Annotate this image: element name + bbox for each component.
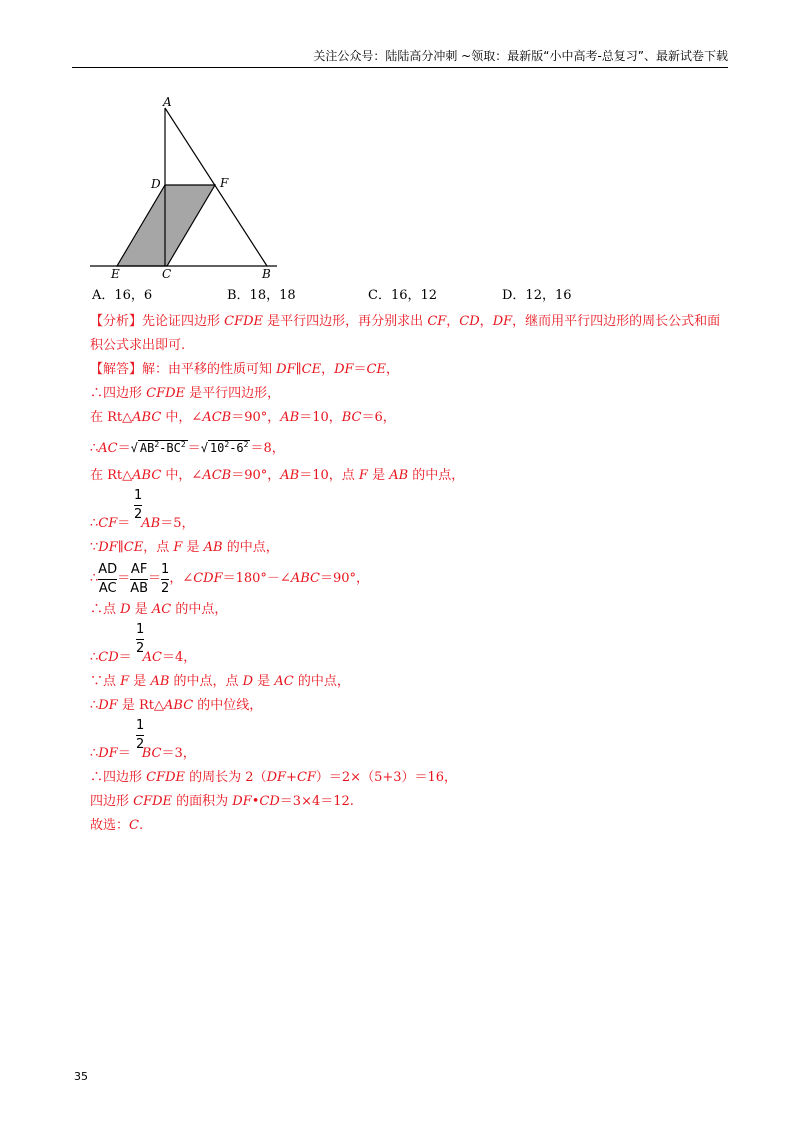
solution-line-9: ∴点 D 是 AC 的中点， (90, 602, 228, 617)
label-a: A (163, 95, 172, 109)
fraction-ad-ac: $\frac{AD}{AC}$ (98, 561, 118, 596)
solution-line-12: ∴DF 是 Rt△ABC 的中位线， (90, 698, 263, 713)
solution-line-3: 在 Rt△ABC 中，∠ACB＝90°，AB＝10，BC＝6， (90, 410, 396, 425)
option-a: A．16，6 (92, 288, 153, 303)
fraction-af-ab: $\frac{AF}{AB}$ (130, 561, 149, 596)
answer-options (92, 286, 652, 306)
parallelogram-cfde (117, 185, 215, 266)
solution-line-10 (90, 622, 730, 670)
solution-line-2: ∴四边形 CFDE 是平行四边形， (90, 386, 281, 401)
solution-line-4: ∴AC＝√ $AB^2-BC^2$ ＝√ $10^2-6^2 =8$， (90, 440, 285, 456)
geometry-figure (85, 90, 285, 280)
label-f: F (220, 176, 229, 190)
solution-line-11: ∵点 F 是 AB 的中点，点 D 是 AC 的中点， (90, 674, 350, 689)
fraction-one-half: $\frac{1}{2}$ (161, 561, 170, 596)
sqrt-expression-2: √ $10^2-6^2$ (200, 440, 249, 455)
label-c: C (162, 267, 172, 280)
solution-line-13 (90, 718, 730, 766)
solution-line-14: ∴四边形 CFDE 的周长为 2（DF+CF）＝2×（5+3）＝16， (90, 770, 458, 785)
fraction-half: 1 2 (134, 488, 143, 522)
solution-line-7: ∵DF∥CE，点 F 是 AB 的中点， (90, 540, 279, 555)
line-10-text: ∴CD＝ AC＝4， (90, 650, 197, 665)
solution-line-5: 在 Rt△ABC 中，∠ACB＝90°，AB＝10，点 F 是 AB 的中点， (90, 468, 465, 483)
page-number: 35 (74, 1070, 88, 1083)
sqrt-expression-1: √ $AB^2-BC^2$ (130, 440, 186, 455)
label-d: D (151, 177, 161, 191)
solution-line-1: 【解答】解：由平移的性质可知 DF∥CE，DF＝CE， (90, 362, 399, 377)
option-d: D．12，16 (502, 288, 572, 303)
page-header: 关注公众号：陆陆高分冲刺 ~领取：最新版“小中高考-总复习”、最新试卷下载 (313, 49, 728, 63)
line-6-text: ∴CF＝ AB＝5， (90, 516, 195, 531)
solution-line-15: 四边形 CFDE 的面积为 DF•CD＝3×4＝12. (90, 794, 354, 809)
solution-line-8: ∴ $\frac{AD}{AC}$ ＝ $\frac{AF}{AB}$ ＝ $\frac{1}{2}$ ，∠CDF＝180°－∠ABC＝90°， (90, 561, 370, 596)
label-e: E (111, 267, 120, 280)
option-b: B．18，18 (227, 288, 296, 303)
solution-line-16: 故选：C. (90, 818, 144, 833)
solution-body (90, 310, 730, 838)
analysis-paragraph: 【分析】先论证四边形 CFDE 是平行四边形，再分别求出 CF，CD，DF，继而用平行四边形的周长公式和面积公式求出即可. (90, 314, 721, 353)
label-b: B (262, 267, 271, 280)
header-rule (72, 67, 728, 68)
solution-line-6 (90, 488, 730, 536)
line-13-text: ∴DF＝ BC＝3， (90, 746, 196, 761)
option-c: C．16，12 (368, 288, 438, 303)
fraction-half: 1 2 (136, 622, 145, 656)
fraction-half: 1 2 (136, 718, 145, 752)
